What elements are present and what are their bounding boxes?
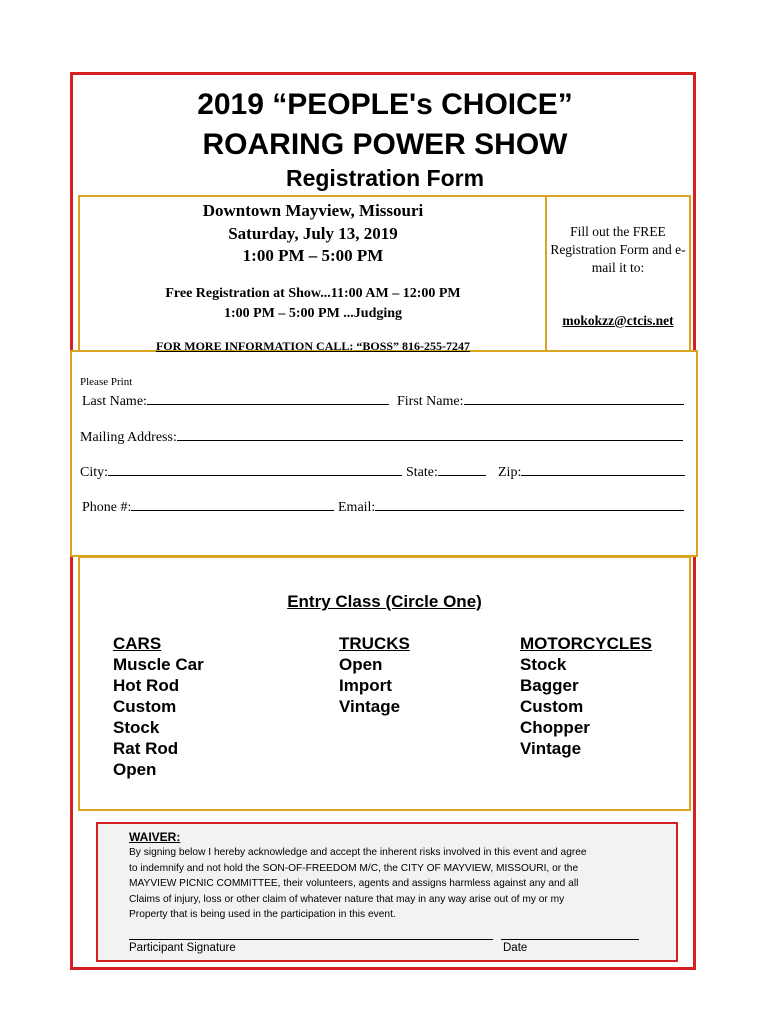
trucks-heading: TRUCKS [339, 634, 410, 653]
waiver-line: to indemnify and not hold the SON-OF-FREEDOM M/C, the CITY OF MAYVIEW, MISSOURI, or the [129, 862, 579, 874]
waiver-line: Claims of injury, loss or other claim of whatever nature that may in any way arise out of my or my [129, 893, 565, 905]
zip-field[interactable] [498, 463, 685, 481]
state-field[interactable] [406, 463, 486, 481]
waiver-line: Property that is being used in the participation in this event. [129, 909, 396, 920]
please-print-note: Please Print [80, 376, 133, 388]
phone-label: Phone #: [82, 500, 132, 515]
class-option[interactable]: Chopper [520, 718, 590, 737]
zip-label: Zip: [498, 465, 522, 480]
mailing-address-label: Mailing Address: [80, 430, 177, 445]
email-instructions: Fill out the FREE Registration Form and e-mail it to: [550, 224, 686, 275]
signature-label: Participant Signature [129, 942, 236, 954]
waiver-text [129, 845, 649, 923]
motorcycles-column [520, 633, 652, 759]
city-field[interactable] [80, 463, 402, 481]
city-label: City: [80, 465, 109, 480]
zip-line[interactable] [521, 463, 685, 476]
class-option[interactable]: Hot Rod [113, 676, 180, 695]
mailing-address-field[interactable] [80, 428, 683, 446]
last-name-label: Last Name: [82, 394, 147, 409]
signature-line[interactable] [129, 939, 493, 940]
motorcycles-heading: MOTORCYCLES [520, 634, 652, 653]
class-option[interactable]: Custom [520, 697, 584, 716]
email-field[interactable] [338, 498, 684, 516]
judging-time: 1:00 PM – 5:00 PM ...Judging [223, 306, 403, 321]
class-option[interactable]: Vintage [339, 697, 401, 716]
class-option[interactable]: Custom [113, 697, 177, 716]
date-label: Date [503, 942, 528, 954]
form-subtitle: Registration Form [285, 165, 485, 191]
phone-field[interactable] [82, 498, 334, 516]
waiver-line: MAYVIEW PICNIC COMMITTEE, their volunteers, agents and assigns harmless against any and all [129, 878, 579, 889]
waiver-heading: WAIVER: [129, 830, 181, 844]
event-date: Saturday, July 13, 2019 [228, 224, 398, 243]
last-name-field[interactable] [82, 392, 389, 410]
date-line[interactable] [501, 939, 639, 940]
mailing-address-line[interactable] [177, 428, 683, 441]
class-option[interactable]: Bagger [520, 676, 579, 695]
last-name-line[interactable] [147, 392, 389, 405]
waiver-line: By signing below I hereby acknowledge and accept the inherent risks involved in this event and agree [129, 847, 587, 858]
entry-class-title: Entry Class (Circle One) [287, 592, 482, 611]
city-line[interactable] [108, 463, 402, 476]
title-line-1: 2019 “PEOPLE's CHOICE” [197, 88, 573, 121]
first-name-field[interactable] [397, 392, 684, 410]
event-location: Downtown Mayview, Missouri [202, 201, 424, 220]
email-line[interactable] [375, 498, 684, 511]
class-option[interactable]: Rat Rod [113, 739, 179, 758]
email-label: Email: [338, 500, 376, 515]
state-line[interactable] [438, 463, 486, 476]
title-line-2: ROARING POWER SHOW [202, 128, 568, 161]
class-option[interactable]: Open [339, 655, 383, 674]
contact-form-box [70, 350, 698, 557]
cars-heading: CARS [113, 634, 162, 653]
event-time: 1:00 PM – 5:00 PM [242, 246, 384, 265]
info-phone: FOR MORE INFORMATION CALL: “BOSS” 816-255-7247 [155, 339, 471, 353]
registration-time: Free Registration at Show...11:00 AM – 12:00 PM [165, 286, 461, 301]
class-option[interactable]: Muscle Car [113, 655, 204, 674]
first-name-line[interactable] [464, 392, 684, 405]
class-option[interactable]: Stock [113, 718, 160, 737]
first-name-label: First Name: [397, 394, 464, 409]
trucks-column [339, 633, 410, 717]
class-option[interactable]: Vintage [520, 739, 582, 758]
class-option[interactable]: Stock [520, 655, 567, 674]
contact-email-link[interactable]: mokokzz@ctcis.net [562, 313, 674, 328]
class-option[interactable]: Import [339, 676, 392, 695]
phone-line[interactable] [131, 498, 334, 511]
cars-column [113, 633, 204, 780]
state-label: State: [406, 465, 438, 480]
class-option[interactable]: Open [113, 760, 157, 779]
